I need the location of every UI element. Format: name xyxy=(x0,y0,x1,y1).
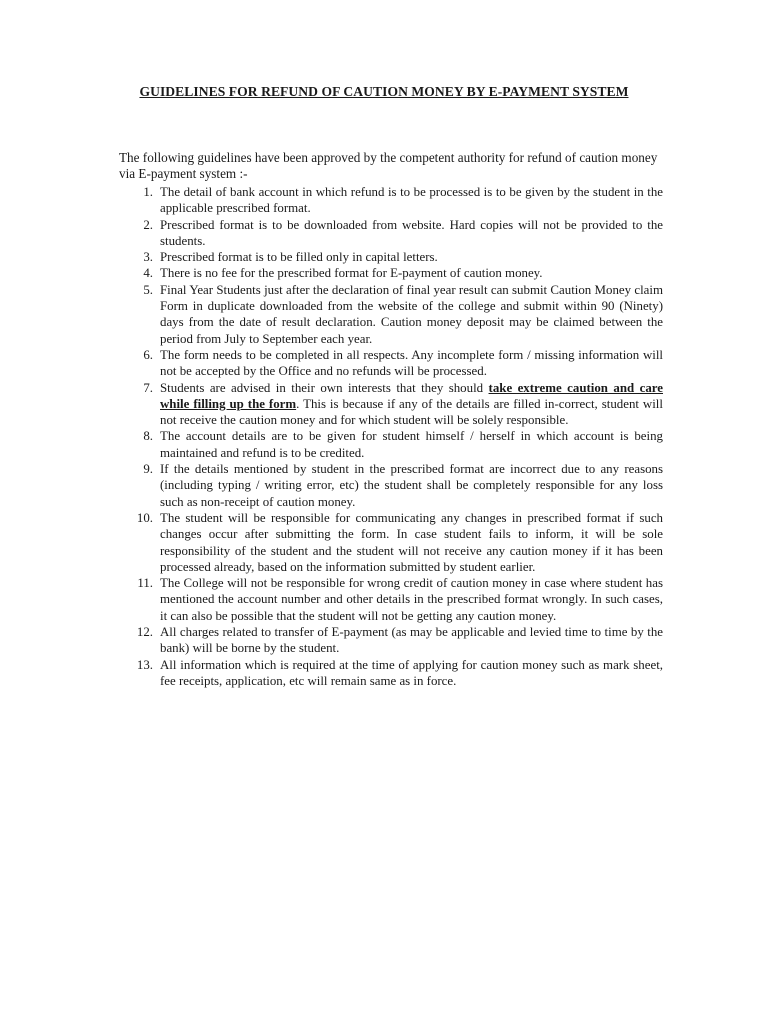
item-number: 10. xyxy=(136,510,153,525)
item-text: The College will not be responsible for wrong credit of caution money in case where student has mentioned the account number and other details in the prescribed format wrongly. In such cases, it can also be possible that the student will not be getting any caution money. xyxy=(160,576,663,623)
item-text: There is no fee for the prescribed format for E-payment of caution money. xyxy=(160,266,543,281)
item-text: The account details are to be given for student himself / herself in which account is being maintained and refund is to be credited. xyxy=(160,429,663,460)
guideline-item-13 xyxy=(119,657,663,690)
item-text: The detail of bank account in which refund is to be processed is to be given by the student in the applicable prescribed format. xyxy=(160,185,663,216)
item-number: 7. xyxy=(143,380,153,395)
item-text: The student will be responsible for communicating any changes in prescribed format if such changes occur after submitting the form. In case student fails to inform, it will be sole responsibility of the student and the student will not receive any caution money if it has been processed already, based on the information submitted by student earlier. xyxy=(160,510,663,574)
document-title: GUIDELINES FOR REFUND OF CAUTION MONEY BY E-PAYMENT SYSTEM xyxy=(139,84,629,99)
guidelines-list xyxy=(119,184,663,689)
item-number: 2. xyxy=(143,217,153,232)
guideline-item-3 xyxy=(119,249,663,265)
item-text: The form needs to be completed in all respects. Any incomplete form / missing information will not be accepted by the Office and no refunds will be processed. xyxy=(160,347,663,379)
guideline-item-5 xyxy=(119,282,663,347)
guideline-item-6 xyxy=(119,347,663,380)
item-number: 6. xyxy=(143,347,153,362)
guideline-item-7 xyxy=(119,380,663,429)
item-text: All information which is required at the time of applying for caution money such as mark sheet, fee receipts, application, etc will remain same as in force. xyxy=(160,657,663,688)
item-text: If the details mentioned by student in the prescribed format are incorrect due to any reasons (including typing / writing error, etc) the student shall be completely responsible for any loss such as non-receipt of caution money. xyxy=(160,462,663,509)
item-number: 9. xyxy=(143,462,153,477)
guideline-item-12 xyxy=(119,624,663,657)
guideline-item-1 xyxy=(119,184,663,217)
guideline-item-10 xyxy=(119,510,663,575)
item-text: Prescribed format is to be downloaded from website. Hard copies will not be provided to the students. xyxy=(160,217,663,248)
item-text-before: Students are advised in their own interests that they should xyxy=(160,380,489,395)
item-text-after: . This is because if any of the details are filled in-correct, student will not receive the caution money and for which student will be solely responsible. xyxy=(160,396,663,428)
guideline-item-4 xyxy=(119,265,663,281)
item-number: 3. xyxy=(143,250,153,265)
item-number: 1. xyxy=(143,185,153,199)
item-number: 12. xyxy=(136,625,153,640)
item-number: 8. xyxy=(143,429,153,444)
item-text: Final Year Students just after the declaration of final year result can submit Caution Money claim Form in duplicate downloaded from the website of the college and submit within 90 (Ninety) days from the date of result declaration. Caution money deposit may be claimed between the period from July to September each year. xyxy=(160,282,663,346)
guideline-item-8 xyxy=(119,428,663,461)
intro-paragraph: The following guidelines have been approved by the competent authority for refund of caution money via E-payment system :- xyxy=(119,150,658,182)
item-number: 4. xyxy=(143,266,153,281)
item-number: 11. xyxy=(137,576,153,591)
item-text: All charges related to transfer of E-payment (as may be applicable and levied time to time by the bank) will be borne by the student. xyxy=(160,625,663,656)
guideline-item-11 xyxy=(119,575,663,624)
guideline-item-9 xyxy=(119,461,663,510)
item-text: Prescribed format is to be filled only in capital letters. xyxy=(160,250,438,265)
item-number: 5. xyxy=(143,282,153,297)
emphasis-text: take extreme caution and care while filling up the form xyxy=(160,380,663,411)
guideline-item-2 xyxy=(119,217,663,250)
item-number: 13. xyxy=(136,657,153,672)
